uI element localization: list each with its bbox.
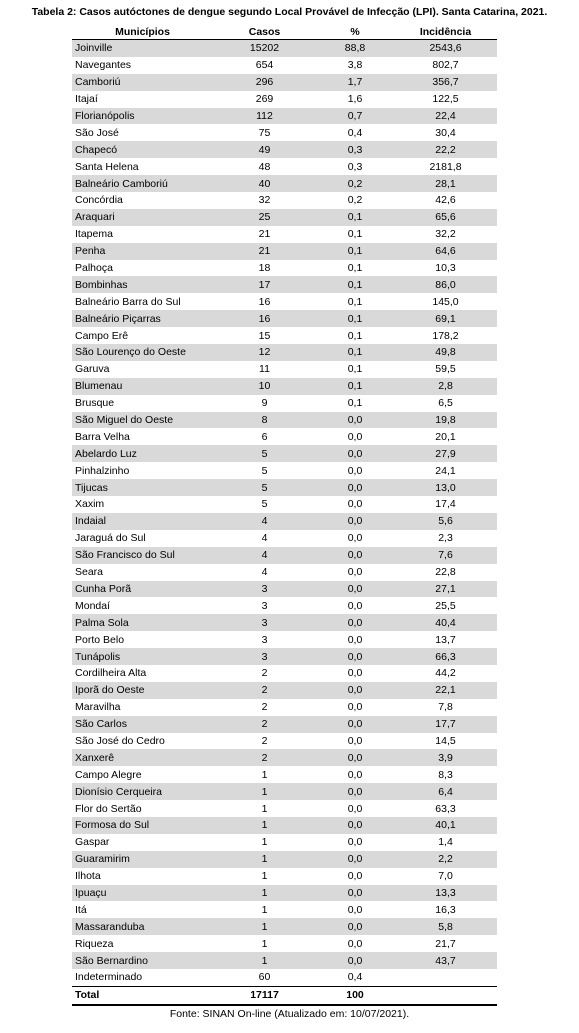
table-row <box>72 243 497 260</box>
incidencia-cell: 10,3 <box>435 262 456 275</box>
casos-cell: 12 <box>213 344 316 361</box>
casos-cell: 48 <box>258 160 271 173</box>
percent-cell: 0,0 <box>316 614 394 631</box>
percent-cell: 0,0 <box>347 870 363 883</box>
incidencia-cell: 145,0 <box>432 295 459 308</box>
percent-cell: 0,1 <box>347 397 363 410</box>
percent-cell: 0,0 <box>316 749 394 766</box>
total-incidencia <box>394 986 497 1004</box>
casos-cell: 3 <box>213 614 316 631</box>
header-casos: Casos <box>213 24 316 40</box>
table-row <box>72 260 497 277</box>
casos-cell: 10 <box>213 378 316 395</box>
municipio-cell: Santa Helena <box>75 160 139 173</box>
table-row <box>72 665 497 682</box>
header-incidencia: Incidência <box>394 24 497 40</box>
table-row <box>72 479 497 496</box>
casos-cell: 4 <box>261 566 268 579</box>
percent-cell: 0,1 <box>316 209 394 226</box>
incidencia-cell: 17,4 <box>435 498 456 511</box>
casos-cell: 1 <box>213 817 316 834</box>
percent-cell: 0,0 <box>347 802 363 815</box>
incidencia-cell: 2181,8 <box>429 160 462 173</box>
table-row <box>72 597 497 614</box>
incidencia-cell: 7,6 <box>394 547 497 564</box>
municipio-cell: Ilhota <box>75 870 101 883</box>
incidencia-cell: 28,1 <box>394 175 497 192</box>
municipio-cell: Ipuaçu <box>72 885 213 902</box>
municipio-cell: Mondaí <box>75 599 111 612</box>
incidencia-cell: 22,4 <box>394 108 497 125</box>
casos-cell: 1 <box>261 937 268 950</box>
incidencia-cell: 13,0 <box>394 479 497 496</box>
incidencia-cell: 22,8 <box>435 566 456 579</box>
percent-cell: 0,2 <box>347 194 363 207</box>
percent-cell: 0,0 <box>316 682 394 699</box>
percent-cell: 0,1 <box>316 276 394 293</box>
incidencia-cell: 64,6 <box>394 243 497 260</box>
municipio-cell: Bombinhas <box>72 276 213 293</box>
municipio-cell: Florianópolis <box>72 108 213 125</box>
percent-cell: 0,1 <box>347 363 363 376</box>
casos-cell: 8 <box>213 412 316 429</box>
municipio-cell: Cordilheira Alta <box>75 667 147 680</box>
incidencia-cell: 6,4 <box>394 783 497 800</box>
table-body <box>72 40 497 987</box>
municipio-cell: Abelardo Luz <box>72 445 213 462</box>
header-percent: % <box>316 24 394 40</box>
casos-cell: 5 <box>261 464 268 477</box>
percent-cell: 0,0 <box>347 430 363 443</box>
percent-cell: 0,0 <box>347 667 363 680</box>
table-row <box>72 682 497 699</box>
total-row <box>72 986 497 1004</box>
municipio-cell: Itajaí <box>75 93 98 106</box>
percent-cell: 0,0 <box>347 734 363 747</box>
table-row <box>72 699 497 716</box>
table-row <box>72 327 497 344</box>
municipio-cell: Concórdia <box>75 194 123 207</box>
incidencia-cell <box>394 969 497 986</box>
incidencia-cell: 13,7 <box>435 633 456 646</box>
casos-cell: 5 <box>213 479 316 496</box>
incidencia-cell: 27,1 <box>394 581 497 598</box>
municipio-cell: Navegantes <box>75 59 132 72</box>
incidencia-cell: 7,8 <box>438 701 453 714</box>
percent-cell: 0,1 <box>347 295 363 308</box>
table-row <box>72 631 497 648</box>
municipio-cell: Campo Alegre <box>75 768 142 781</box>
casos-cell: 112 <box>213 108 316 125</box>
table-row <box>72 40 497 57</box>
incidencia-cell: 7,0 <box>438 870 453 883</box>
percent-cell: 0,1 <box>347 262 363 275</box>
table-row <box>72 581 497 598</box>
percent-cell: 0,3 <box>347 160 363 173</box>
casos-cell: 11 <box>259 363 270 376</box>
percent-cell: 0,0 <box>316 648 394 665</box>
table-row <box>72 344 497 361</box>
municipio-cell: São José <box>75 126 119 139</box>
municipio-cell: São Carlos <box>72 716 213 733</box>
percent-cell: 0,0 <box>316 412 394 429</box>
casos-cell: 1 <box>213 783 316 800</box>
source-note: Fonte: SINAN On-line (Atualizado em: 10/07/2021). <box>169 1008 410 1020</box>
municipio-cell: Camboriú <box>72 74 213 91</box>
table-row <box>72 530 497 547</box>
incidencia-cell: 2,8 <box>394 378 497 395</box>
table-row <box>72 749 497 766</box>
municipio-cell: Tijucas <box>72 479 213 496</box>
casos-cell: 1 <box>213 885 316 902</box>
casos-cell: 40 <box>213 175 316 192</box>
incidencia-cell: 32,2 <box>435 228 456 241</box>
table-row <box>72 428 497 445</box>
table-row <box>72 648 497 665</box>
casos-cell: 1 <box>213 918 316 935</box>
percent-cell: 0,0 <box>347 768 363 781</box>
casos-cell: 2 <box>213 749 316 766</box>
municipio-cell: Jaraguá do Sul <box>75 532 146 545</box>
incidencia-cell: 24,1 <box>435 464 456 477</box>
casos-cell: 15202 <box>213 40 316 57</box>
incidencia-cell: 178,2 <box>432 329 459 342</box>
percent-cell: 0,0 <box>347 599 363 612</box>
total-label: Total <box>72 986 213 1004</box>
table-row <box>72 310 497 327</box>
percent-cell: 0,0 <box>347 566 363 579</box>
percent-cell: 0,0 <box>316 716 394 733</box>
municipio-cell: Itapema <box>75 228 113 241</box>
percent-cell: 0,0 <box>347 701 363 714</box>
municipio-cell: Garuva <box>75 363 110 376</box>
incidencia-cell: 40,1 <box>394 817 497 834</box>
table-row <box>72 918 497 935</box>
table-row <box>72 901 497 918</box>
incidencia-cell: 356,7 <box>394 74 497 91</box>
percent-cell: 0,0 <box>347 498 363 511</box>
incidencia-cell: 65,6 <box>394 209 497 226</box>
municipio-cell: Maravilha <box>75 701 121 714</box>
table-row <box>72 395 497 412</box>
municipio-cell: Xaxim <box>75 498 105 511</box>
table-row <box>72 462 497 479</box>
table-row <box>72 969 497 986</box>
percent-cell: 0,2 <box>316 175 394 192</box>
casos-cell: 296 <box>213 74 316 91</box>
incidencia-cell: 5,8 <box>394 918 497 935</box>
percent-cell: 0,1 <box>316 310 394 327</box>
incidencia-cell: 21,7 <box>435 937 456 950</box>
casos-cell: 1 <box>213 851 316 868</box>
table-row <box>72 513 497 530</box>
casos-cell: 2 <box>213 682 316 699</box>
municipio-cell: Riqueza <box>75 937 114 950</box>
casos-cell: 654 <box>255 59 274 72</box>
table-row <box>72 716 497 733</box>
casos-cell: 5 <box>213 445 316 462</box>
incidencia-cell: 30,4 <box>435 126 456 139</box>
municipio-cell: Massaranduba <box>72 918 213 935</box>
incidencia-cell: 59,5 <box>435 363 456 376</box>
municipio-cell: Guaramirim <box>72 851 213 868</box>
table-row <box>72 547 497 564</box>
municipio-cell: Itá <box>75 903 87 916</box>
dengue-cases-table <box>72 24 497 1006</box>
header-municipios: Municípios <box>72 24 213 40</box>
table-row <box>72 851 497 868</box>
percent-cell: 0,0 <box>316 547 394 564</box>
table-row <box>72 868 497 885</box>
table-row <box>72 817 497 834</box>
incidencia-cell: 8,3 <box>438 768 453 781</box>
casos-cell: 15 <box>258 329 271 342</box>
incidencia-cell: 44,2 <box>435 667 456 680</box>
percent-cell: 0,3 <box>316 141 394 158</box>
municipio-cell: São Bernardino <box>72 952 213 969</box>
percent-cell: 1,7 <box>316 74 394 91</box>
incidencia-cell: 22,2 <box>394 141 497 158</box>
table-row <box>72 57 497 74</box>
incidencia-cell: 20,1 <box>435 430 456 443</box>
percent-cell: 0,0 <box>347 836 363 849</box>
incidencia-cell: 13,3 <box>394 885 497 902</box>
municipio-cell: Porto Belo <box>75 633 125 646</box>
percent-cell: 0,1 <box>316 378 394 395</box>
casos-cell: 16 <box>213 310 316 327</box>
casos-cell: 1 <box>261 903 268 916</box>
casos-cell: 32 <box>258 194 271 207</box>
table-row <box>72 361 497 378</box>
municipio-cell: Palma Sola <box>72 614 213 631</box>
casos-cell: 4 <box>213 547 316 564</box>
total-percent: 100 <box>316 986 394 1004</box>
casos-cell: 5 <box>261 498 268 511</box>
percent-cell: 0,0 <box>347 464 363 477</box>
municipio-cell: Seara <box>75 566 104 579</box>
casos-cell: 4 <box>261 532 268 545</box>
casos-cell: 1 <box>261 802 268 815</box>
table-row <box>72 378 497 395</box>
incidencia-cell: 27,9 <box>394 445 497 462</box>
incidencia-cell: 17,7 <box>394 716 497 733</box>
percent-cell: 0,0 <box>316 783 394 800</box>
casos-cell: 4 <box>213 513 316 530</box>
percent-cell: 3,8 <box>347 59 363 72</box>
percent-cell: 0,0 <box>316 918 394 935</box>
casos-cell: 3 <box>261 633 268 646</box>
municipio-cell: São Miguel do Oeste <box>72 412 213 429</box>
incidencia-cell: 43,7 <box>394 952 497 969</box>
table-row <box>72 885 497 902</box>
casos-cell: 49 <box>213 141 316 158</box>
percent-cell: 0,1 <box>316 344 394 361</box>
percent-cell: 0,0 <box>347 532 363 545</box>
table-row <box>72 496 497 513</box>
table-row <box>72 108 497 125</box>
table-row <box>72 412 497 429</box>
incidencia-cell: 16,3 <box>435 903 456 916</box>
header-row <box>72 24 497 40</box>
casos-cell: 1 <box>261 836 268 849</box>
table-row <box>72 935 497 952</box>
incidencia-cell: 6,5 <box>438 397 453 410</box>
municipio-cell: Dionísio Cerqueira <box>72 783 213 800</box>
municipio-cell: Indaial <box>72 513 213 530</box>
municipio-cell: Barra Velha <box>75 430 130 443</box>
casos-cell: 9 <box>261 397 268 410</box>
incidencia-cell: 2,2 <box>394 851 497 868</box>
casos-cell: 269 <box>255 93 274 106</box>
casos-cell: 17 <box>213 276 316 293</box>
municipio-cell: Iporã do Oeste <box>72 682 213 699</box>
municipio-cell: Pinhalzinho <box>75 464 130 477</box>
casos-cell: 2 <box>261 701 268 714</box>
incidencia-cell: 49,8 <box>394 344 497 361</box>
casos-cell: 2 <box>213 716 316 733</box>
municipio-cell: Cunha Porã <box>72 581 213 598</box>
incidencia-cell: 802,7 <box>432 59 459 72</box>
table-row <box>72 614 497 631</box>
table-row <box>72 226 497 243</box>
percent-cell: 0,0 <box>316 513 394 530</box>
casos-cell: 1 <box>261 768 268 781</box>
incidencia-cell: 66,3 <box>394 648 497 665</box>
municipio-cell: Tunápolis <box>72 648 213 665</box>
municipio-cell: São Lourenço do Oeste <box>72 344 213 361</box>
table-row <box>72 564 497 581</box>
municipio-cell: Palhoça <box>75 262 113 275</box>
table-caption: Tabela 2: Casos autóctones de dengue segundo Local Provável de Infecção (LPI). Santa Catarina, 2021. <box>31 6 548 18</box>
incidencia-cell: 14,5 <box>435 734 456 747</box>
percent-cell: 0,0 <box>316 952 394 969</box>
casos-cell: 6 <box>261 430 268 443</box>
municipio-cell: Chapecó <box>72 141 213 158</box>
percent-cell: 0,0 <box>347 633 363 646</box>
casos-cell: 60 <box>258 971 271 984</box>
percent-cell: 88,8 <box>316 40 394 57</box>
table-row <box>72 175 497 192</box>
municipio-cell: Formosa do Sul <box>72 817 213 834</box>
incidencia-cell: 63,3 <box>435 802 456 815</box>
percent-cell: 0,1 <box>316 243 394 260</box>
casos-cell: 2 <box>261 734 268 747</box>
incidencia-cell: 86,0 <box>394 276 497 293</box>
table-row <box>72 733 497 750</box>
percent-cell: 0,0 <box>347 903 363 916</box>
municipio-cell: São José do Cedro <box>75 734 165 747</box>
percent-cell: 0,0 <box>316 581 394 598</box>
municipio-cell: Campo Erê <box>75 329 129 342</box>
municipio-cell: Penha <box>72 243 213 260</box>
casos-cell: 3 <box>261 599 268 612</box>
percent-cell: 0,0 <box>316 479 394 496</box>
table-row <box>72 445 497 462</box>
municipio-cell: Brusque <box>75 397 115 410</box>
table-row <box>72 276 497 293</box>
percent-cell: 0,4 <box>347 126 363 139</box>
percent-cell: 0,0 <box>347 937 363 950</box>
incidencia-cell: 1,4 <box>438 836 453 849</box>
municipio-cell: Gaspar <box>75 836 110 849</box>
municipio-cell: São Francisco do Sul <box>72 547 213 564</box>
table-row <box>72 834 497 851</box>
incidencia-cell: 122,5 <box>432 93 459 106</box>
incidencia-cell: 2,3 <box>438 532 453 545</box>
table-row <box>72 766 497 783</box>
incidencia-cell: 22,1 <box>394 682 497 699</box>
casos-cell: 21 <box>258 228 271 241</box>
casos-cell: 1 <box>213 952 316 969</box>
municipio-cell: Balneário Piçarras <box>72 310 213 327</box>
table-row <box>72 141 497 158</box>
table-row <box>72 192 497 209</box>
table-row <box>72 91 497 108</box>
municipio-cell: Flor do Sertão <box>75 802 142 815</box>
casos-cell: 2 <box>261 667 268 680</box>
incidencia-cell: 42,6 <box>435 194 456 207</box>
table-row <box>72 800 497 817</box>
incidencia-cell: 3,9 <box>394 749 497 766</box>
municipio-cell: Indeterminado <box>75 971 143 984</box>
casos-cell: 16 <box>258 295 271 308</box>
casos-cell: 21 <box>213 243 316 260</box>
municipio-cell: Joinville <box>72 40 213 57</box>
casos-cell: 75 <box>258 126 271 139</box>
municipio-cell: Xanxerê <box>72 749 213 766</box>
table-row <box>72 74 497 91</box>
casos-cell: 25 <box>213 209 316 226</box>
casos-cell: 3 <box>213 648 316 665</box>
percent-cell: 1,6 <box>347 93 363 106</box>
percent-cell: 0,0 <box>316 445 394 462</box>
percent-cell: 0,0 <box>316 885 394 902</box>
incidencia-cell: 2543,6 <box>394 40 497 57</box>
incidencia-cell: 19,8 <box>394 412 497 429</box>
table-row <box>72 158 497 175</box>
table-row <box>72 952 497 969</box>
table-row <box>72 783 497 800</box>
casos-cell: 3 <box>213 581 316 598</box>
municipio-cell: Balneário Barra do Sul <box>75 295 181 308</box>
percent-cell: 0,1 <box>347 329 363 342</box>
percent-cell: 0,1 <box>347 228 363 241</box>
casos-cell: 18 <box>258 262 271 275</box>
table-row <box>72 209 497 226</box>
municipio-cell: Balneário Camboriú <box>72 175 213 192</box>
total-casos: 17117 <box>213 986 316 1004</box>
incidencia-cell: 5,6 <box>394 513 497 530</box>
table-row <box>72 293 497 310</box>
incidencia-cell: 40,4 <box>394 614 497 631</box>
percent-cell: 0,4 <box>347 971 363 984</box>
incidencia-cell: 25,5 <box>435 599 456 612</box>
casos-cell: 1 <box>261 870 268 883</box>
incidencia-cell: 69,1 <box>394 310 497 327</box>
municipio-cell: Araquari <box>72 209 213 226</box>
percent-cell: 0,0 <box>316 817 394 834</box>
table-row <box>72 124 497 141</box>
percent-cell: 0,7 <box>316 108 394 125</box>
percent-cell: 0,0 <box>316 851 394 868</box>
municipio-cell: Blumenau <box>72 378 213 395</box>
